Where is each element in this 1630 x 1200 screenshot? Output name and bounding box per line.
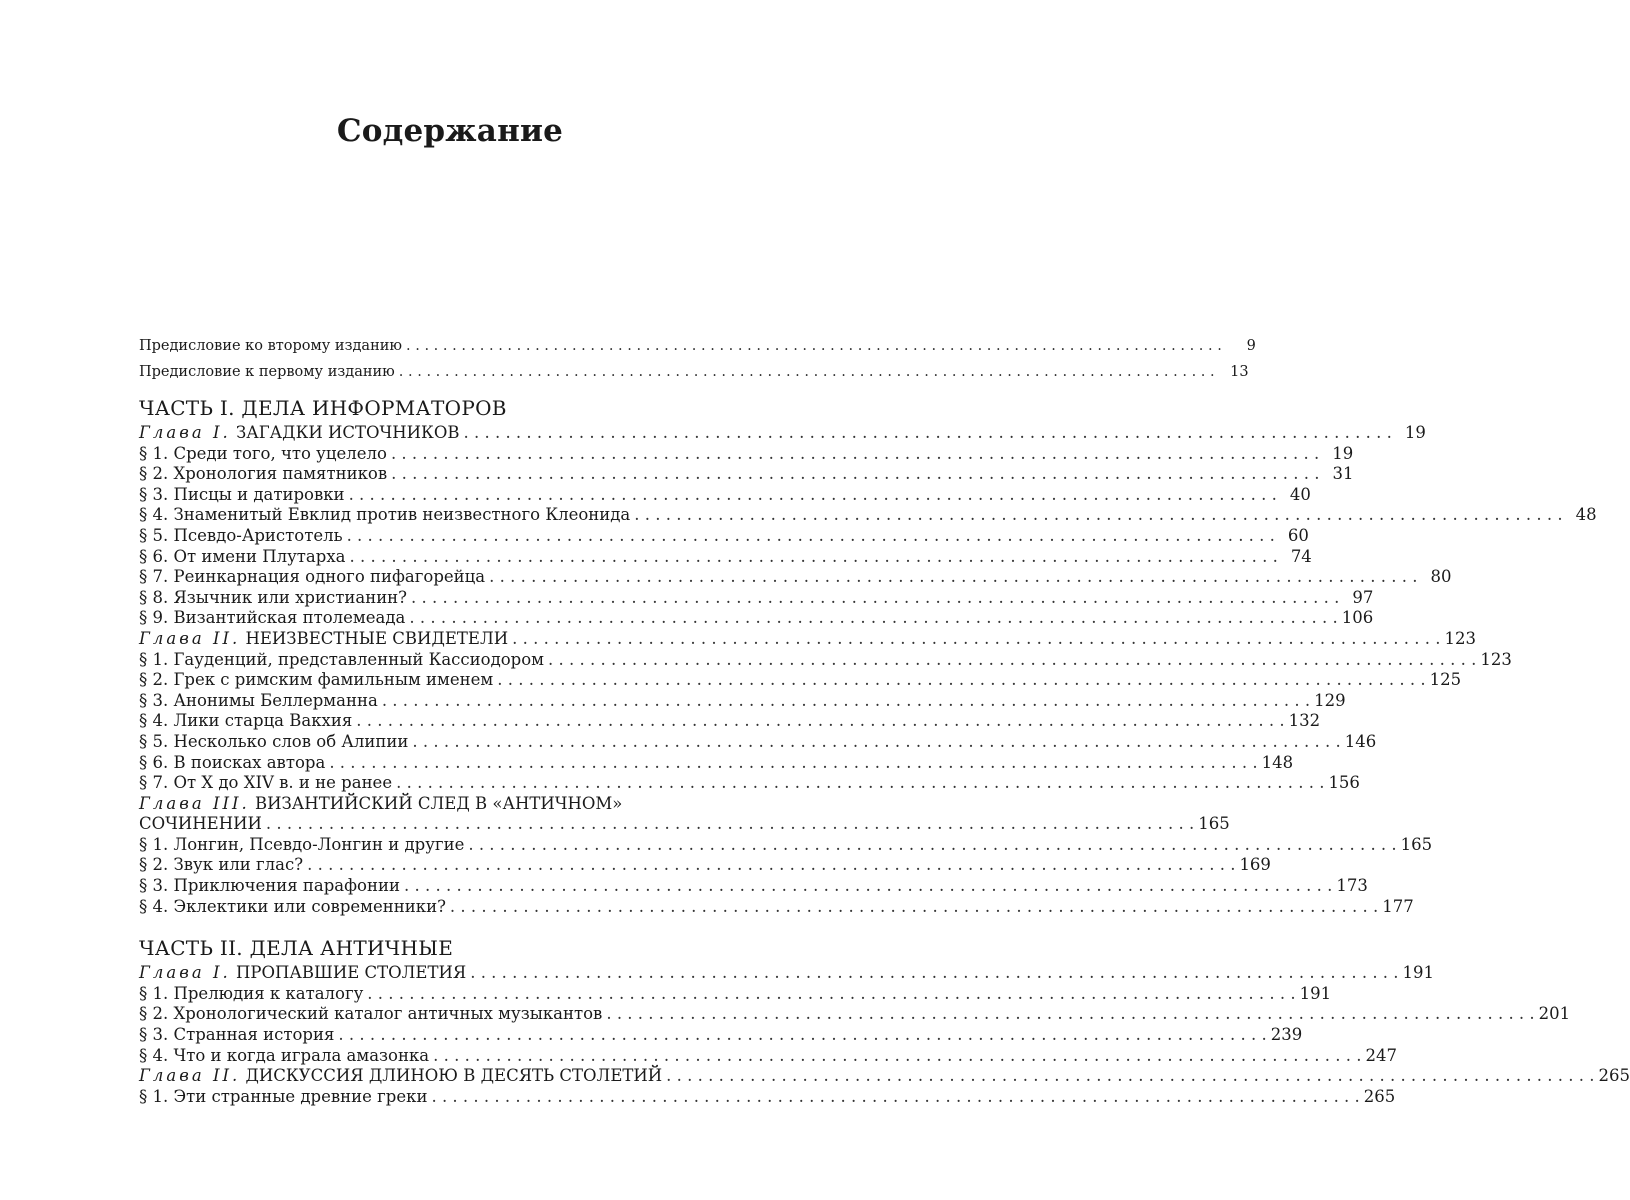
toc-page-number: 48 <box>1575 505 1597 525</box>
leader-dots <box>347 526 1275 547</box>
leader-dots <box>349 547 1277 568</box>
leader-dots <box>399 359 1215 385</box>
leader-dots <box>409 608 1337 629</box>
leader-dots <box>412 732 1340 753</box>
leader-dots <box>606 1004 1534 1025</box>
leader-dots <box>470 963 1398 984</box>
toc-page-number: 165 <box>1400 834 1433 854</box>
section-title: § 1. Гауденций, представленный Кассиодором <box>139 649 545 669</box>
chapter-title: НЕИЗВЕСТНЫЕ СВИДЕТЕЛИ <box>245 628 509 648</box>
toc-entry-preface-2[interactable] <box>139 333 1256 359</box>
toc-page-number: 148 <box>1261 752 1294 772</box>
section-entry[interactable] <box>139 587 1374 609</box>
chapter-entry[interactable] <box>139 963 1435 984</box>
leader-dots <box>391 464 1319 485</box>
section-entry[interactable] <box>139 896 1414 918</box>
leader-dots <box>411 588 1339 609</box>
section-title: § 3. Приключения парафонии <box>139 876 400 896</box>
section-entry[interactable] <box>139 484 1311 506</box>
section-entry[interactable] <box>139 464 1354 485</box>
leader-dots <box>468 835 1396 856</box>
section-title: § 5. Несколько слов об Алипии <box>139 731 409 751</box>
section-title: § 7. От X до XIV в. и не ранее <box>139 773 393 793</box>
section-entry[interactable] <box>139 1004 1571 1025</box>
section-entry[interactable] <box>139 670 1462 691</box>
toc-page-number: 123 <box>1480 649 1512 669</box>
leader-dots <box>404 876 1332 897</box>
section-entry[interactable] <box>139 443 1354 465</box>
section-title: § 4. Лики старца Вакхия <box>139 711 353 731</box>
section-title: § 4. Что и когда играла амазонка <box>139 1045 430 1065</box>
leader-dots <box>548 650 1476 671</box>
toc-page-number: 123 <box>1444 628 1476 648</box>
section-entry[interactable] <box>139 525 1309 547</box>
toc-page-number: 169 <box>1239 855 1271 875</box>
table-of-contents <box>139 333 1630 1107</box>
section-entry[interactable] <box>139 752 1294 774</box>
chapter-entry[interactable] <box>139 1066 1630 1087</box>
leader-dots <box>382 691 1310 712</box>
toc-page-number: 146 <box>1344 731 1377 751</box>
section-title: § 2. Хронологический каталог античных музыкантов <box>139 1004 603 1024</box>
toc-page-number: 60 <box>1287 525 1309 545</box>
section-entry[interactable] <box>139 690 1346 712</box>
section-title: § 7. Реинкарнация одного пифагорейца <box>139 567 486 587</box>
section-title: § 6. От имени Плутарха <box>139 546 346 566</box>
chapter-entry[interactable] <box>139 628 1476 650</box>
leader-dots <box>307 855 1235 876</box>
section-title: § 1. Лонгин, Псевдо-Лонгин и другие <box>139 834 465 854</box>
section-entry[interactable] <box>139 505 1597 526</box>
toc-page-number: 165 <box>1198 814 1230 834</box>
section-entry[interactable] <box>139 1086 1396 1108</box>
part-heading-1: ЧАСТЬ I. ДЕЛА ИНФОРМАТОРОВ <box>139 396 507 420</box>
leader-dots <box>329 753 1257 774</box>
leader-dots <box>433 1046 1361 1067</box>
leader-dots <box>349 485 1277 506</box>
section-title: § 2. Хронология памятников <box>139 464 388 484</box>
section-title: § 3. Писцы и датировки <box>139 484 345 504</box>
toc-page-number: 173 <box>1336 876 1368 896</box>
toc-page-number: 265 <box>1363 1086 1396 1106</box>
section-title: § 4. Эклектики или современники? <box>139 896 446 916</box>
toc-page-number: 19 <box>1332 443 1354 463</box>
section-entry[interactable] <box>139 876 1368 897</box>
leader-dots <box>634 505 1562 526</box>
toc-page-number: 80 <box>1430 567 1452 587</box>
chapter-title: ДИСКУССИЯ ДЛИНОЮ В ДЕСЯТЬ СТОЛЕТИЙ <box>245 1066 663 1086</box>
leader-dots <box>489 567 1417 588</box>
page-title: Содержание <box>336 113 564 149</box>
chapter-label: Глава III. <box>139 793 250 813</box>
leader-dots <box>497 670 1425 691</box>
section-entry[interactable] <box>139 567 1452 588</box>
toc-entry-title: Предисловие к первому изданию <box>139 364 395 380</box>
section-entry[interactable] <box>139 1025 1303 1046</box>
section-title: § 3. Странная история <box>139 1025 335 1045</box>
chapter-entry[interactable] <box>139 793 1230 835</box>
toc-page-number: 132 <box>1288 711 1321 731</box>
part-heading-2: ЧАСТЬ II. ДЕЛА АНТИЧНЫЕ <box>139 936 454 961</box>
leader-dots <box>512 629 1440 650</box>
section-title: § 2. Грек с римским фамильным именем <box>139 670 494 690</box>
leader-dots <box>463 423 1391 444</box>
section-title: § 5. Псевдо-Аристотель <box>139 525 343 545</box>
leader-dots <box>431 1087 1359 1108</box>
toc-page-number: 40 <box>1289 484 1311 504</box>
toc-entry-preface-1[interactable] <box>139 359 1249 385</box>
toc-page-number: 247 <box>1365 1045 1397 1065</box>
section-entry[interactable] <box>139 711 1321 732</box>
toc-page-number: 9 <box>1246 338 1256 354</box>
chapter-label: Глава I. <box>139 423 231 442</box>
toc-entry-title: Предисловие ко второму изданию <box>139 338 403 354</box>
toc-page-number: 191 <box>1402 963 1435 983</box>
section-title: § 3. Анонимы Беллерманна <box>139 690 378 710</box>
section-title: § 1. Среди того, что уцелело <box>139 443 387 463</box>
toc-page-number: 19 <box>1404 423 1426 442</box>
section-entry[interactable] <box>139 608 1374 629</box>
toc-page-number: 31 <box>1332 464 1354 484</box>
toc-page-number: 129 <box>1314 690 1346 710</box>
section-entry[interactable] <box>139 1045 1397 1067</box>
section-entry[interactable] <box>139 649 1512 671</box>
chapter-entry[interactable] <box>139 423 1426 444</box>
section-entry[interactable] <box>139 546 1312 568</box>
chapter-title: ЗАГАДКИ ИСТОЧНИКОВ <box>235 423 460 442</box>
toc-page-number: 201 <box>1538 1004 1571 1024</box>
leader-dots <box>666 1066 1594 1087</box>
chapter-label: Глава II. <box>139 628 241 648</box>
leader-dots <box>356 711 1284 732</box>
toc-page-number: 177 <box>1382 896 1414 916</box>
section-entry[interactable] <box>139 731 1377 753</box>
chapter-label: Глава I. <box>139 963 231 983</box>
leader-dots <box>367 984 1295 1005</box>
section-entry[interactable] <box>139 983 1332 1005</box>
leader-dots <box>406 333 1222 359</box>
toc-page-number: 74 <box>1290 546 1312 566</box>
leader-dots <box>338 1025 1266 1046</box>
leader-dots <box>266 814 1194 835</box>
chapter-title: ВИЗАНТИЙСКИЙ СЛЕД В «АНТИЧНОМ» <box>255 793 623 813</box>
section-title: § 2. Звук или глас? <box>139 855 304 875</box>
section-entry[interactable] <box>139 855 1271 876</box>
section-title: § 9. Византийская птолемеада <box>139 608 406 628</box>
chapter-title: ПРОПАВШИЕ СТОЛЕТИЯ <box>235 963 467 983</box>
section-entry[interactable] <box>139 773 1360 794</box>
toc-page-number: 125 <box>1429 670 1462 690</box>
section-title: § 1. Эти странные древние греки <box>139 1086 428 1106</box>
toc-page-number: 265 <box>1598 1066 1630 1086</box>
toc-page-number: 97 <box>1352 587 1374 607</box>
chapter-title-continued: СОЧИНЕНИИ <box>139 814 262 834</box>
section-title: § 6. В поисках автора <box>139 752 326 772</box>
chapter-label: Глава II. <box>139 1066 241 1086</box>
leader-dots <box>450 897 1378 918</box>
section-title: § 8. Язычник или христианин? <box>139 587 408 607</box>
section-entry[interactable] <box>139 834 1433 856</box>
toc-page-number: 13 <box>1230 364 1249 380</box>
leader-dots <box>391 444 1319 465</box>
toc-page-number: 156 <box>1328 773 1360 793</box>
section-title: § 4. Знаменитый Евклид против неизвестного Клеонида <box>139 505 631 525</box>
section-title: § 1. Прелюдия к каталогу <box>139 983 364 1003</box>
leader-dots <box>396 773 1324 794</box>
toc-page-number: 191 <box>1299 983 1332 1003</box>
toc-page-number: 106 <box>1341 608 1374 628</box>
toc-page-number: 239 <box>1270 1025 1303 1045</box>
